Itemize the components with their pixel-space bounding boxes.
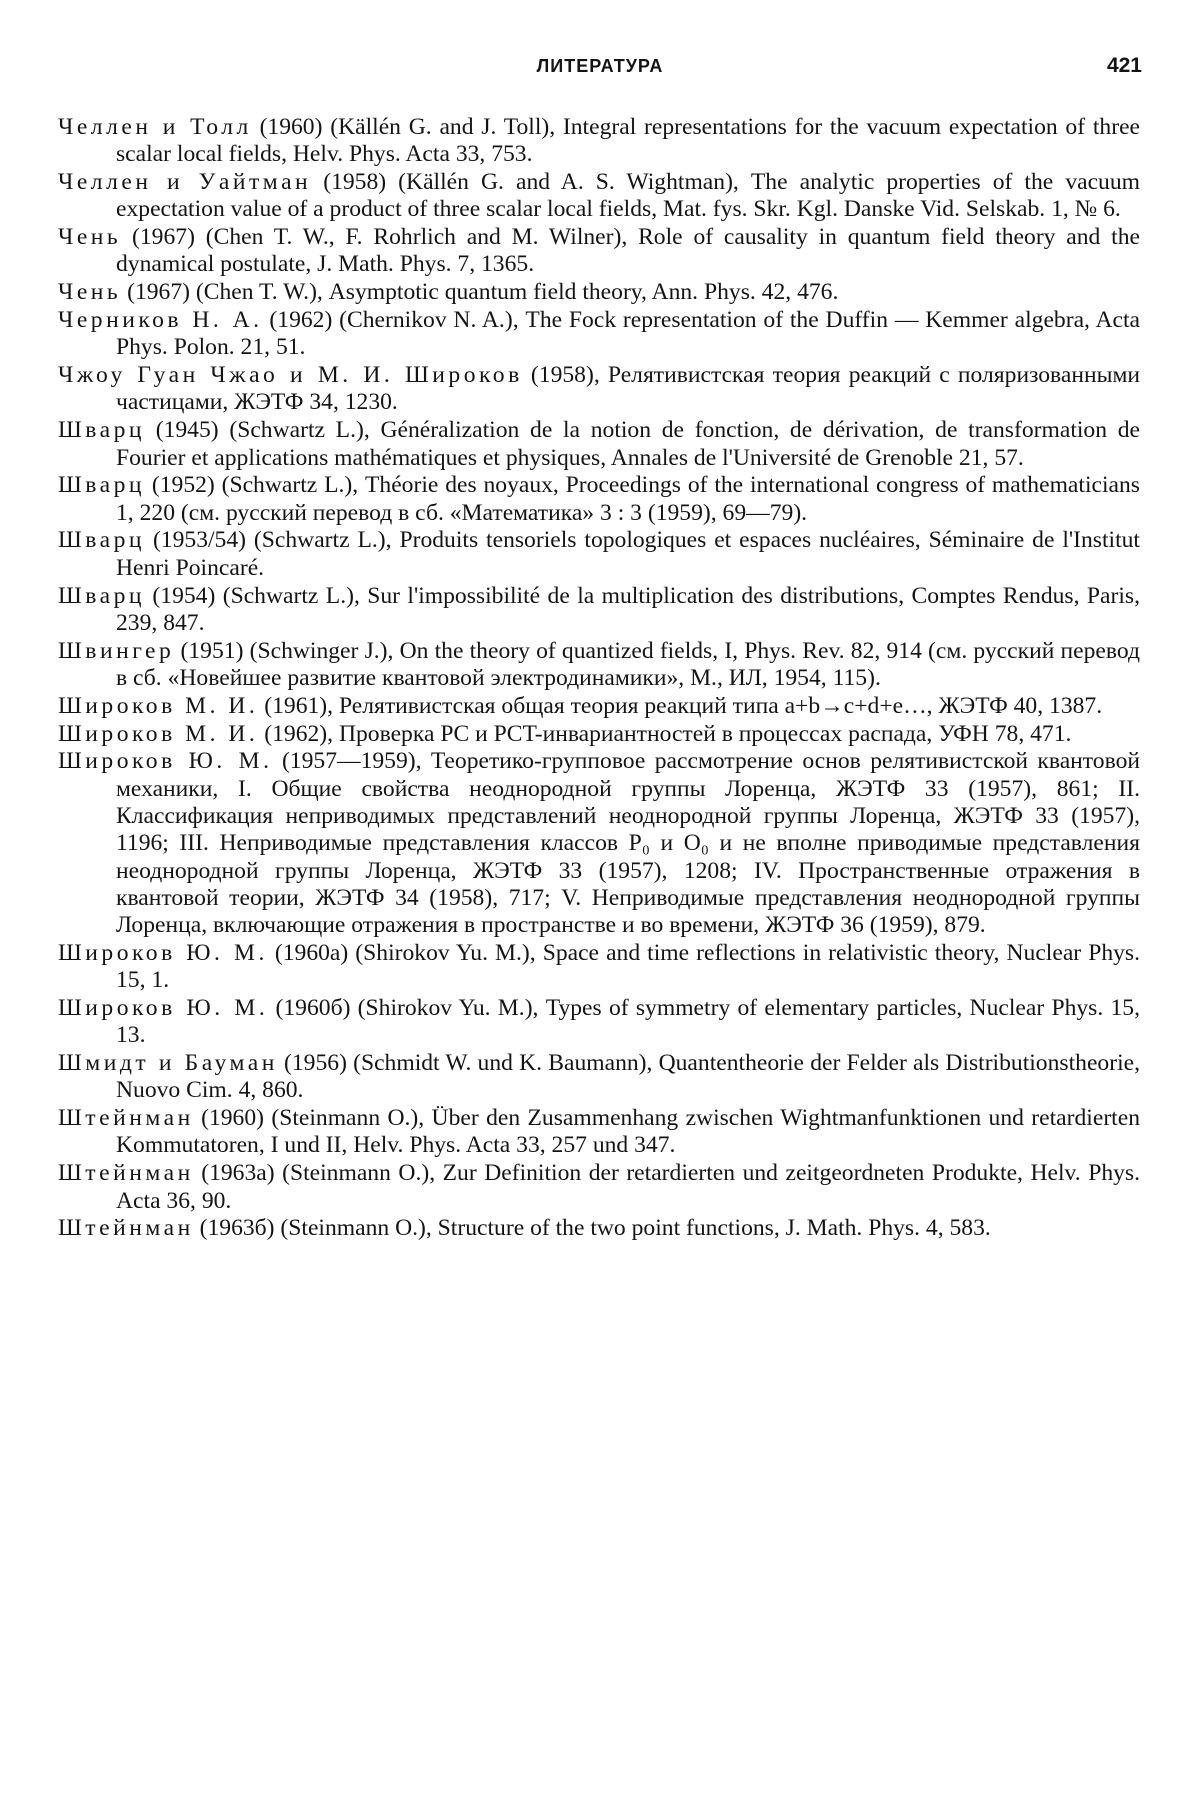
- reference-author: Швингер: [58, 637, 175, 664]
- reference-entry: [58, 693, 1140, 720]
- reference-entry: [58, 1105, 1140, 1160]
- reference-author: Челлен и Уайтман: [58, 169, 312, 196]
- reference-author: Шварц: [58, 417, 146, 444]
- reference-text: (1957—1959), Теоретико-групповое рассмотрение основ релятивистской квантовой механики, I. Общие свойства неоднородной группы Лоренца, ЖЭТФ 33 (1957), 861; II. Классификация неприводимых представлений неоднородной группы Лоренца, ЖЭТФ 33 (1957), 1196; III. Неприводимые представления классов P₀ и O₀ и не вполне приводимые представления неоднородной группы Лоренца, ЖЭТФ 33 (1957), 1208; IV. Пространственные отражения в квантовой теории, ЖЭТФ 34 (1958), 717; V. Неприводимые представления неоднородной группы Лоренца, включающие отражения в пространстве и во времени, ЖЭТФ 36 (1959), 879.: [116, 748, 1141, 939]
- reference-entry: [58, 114, 1140, 169]
- page-number: 421: [1106, 54, 1142, 77]
- reference-text: (1967) (Chen T. W.), Asymptotic quantum field theory, Ann. Phys. 42, 476.: [121, 279, 839, 306]
- reference-author: Штейнман: [58, 1105, 194, 1132]
- reference-author: Шмидт и Бауман: [58, 1050, 278, 1077]
- reference-entry: [58, 279, 1140, 306]
- reference-text: (1962) (Chernikov N. A.), The Fock representation of the Duffin — Kemmer algebra, Acta Phys. Polon. 21, 51.: [116, 307, 1141, 361]
- reference-author: Широков Ю. М.: [58, 748, 273, 775]
- reference-author: Шварц: [58, 472, 146, 499]
- reference-entry: [58, 224, 1140, 279]
- reference-text: (1954) (Schwartz L.), Sur l'impossibilité de la multiplication des distributions, Comptes Rendus, Paris, 239, 847.: [116, 582, 1140, 636]
- reference-author: Широков Ю. М.: [58, 939, 268, 966]
- reference-entry: [58, 1215, 1140, 1242]
- reference-entry: [58, 362, 1140, 417]
- reference-entry: [58, 417, 1140, 472]
- reference-text: (1960а) (Shirokov Yu. M.), Space and time reflections in relativistic theory, Nuclear Phys. 15, 1.: [116, 939, 1140, 994]
- reference-text: (1958) (Källén G. and A. S. Wightman), The analytic properties of the vacuum expectation value of a product of three scalar local fields, Mat. fys. Skr. Kgl. Danske Vid. Selskab. 1, № 6.: [116, 169, 1141, 223]
- reference-entry: [58, 307, 1140, 362]
- reference-text: (1953/54) (Schwartz L.), Produits tensoriels topologiques et espaces nucléaires, Séminaire de l'Institut Henri Poincaré.: [116, 527, 1140, 581]
- reference-entry: [58, 472, 1140, 527]
- reference-author: Чень: [58, 279, 122, 306]
- reference-entry: [58, 1050, 1140, 1105]
- reference-author: Широков Ю. М.: [58, 995, 269, 1021]
- reference-text: (1951) (Schwinger J.), On the theory of quantized fields, I, Phys. Rev. 82, 914 (см. русский перевод в сб. «Новейшее развитие квантовой электродинамики», М., ИЛ, 1954, 115).: [116, 637, 1140, 691]
- reference-entry: [58, 995, 1140, 1050]
- reference-author: Челлен и Толл: [58, 114, 252, 140]
- reference-text: (1960) (Steinmann O.), Über den Zusammenhang zwischen Wightmanfunktionen und retardierten Kommutatoren, I und II, Helv. Phys. Acta 33, 257 und 347.: [116, 1105, 1140, 1159]
- reference-author: Штейнман: [58, 1215, 194, 1242]
- reference-entry: [58, 721, 1140, 748]
- reference-entry: [58, 940, 1140, 995]
- reference-text: (1962), Проверка PC и PCT-инвариантностей в процессах распада, УФН 78, 471.: [258, 720, 1072, 747]
- reference-text: (1958), Релятивистская теория реакций с поляризованными частицами, ЖЭТФ 34, 1230.: [116, 362, 1141, 416]
- reference-entry: [58, 169, 1140, 224]
- reference-author: Шварц: [58, 527, 146, 554]
- reference-text: (1956) (Schmidt W. und K. Baumann), Quantentheorie der Felder als Distributionstheorie, Nuovo Cim. 4, 860.: [116, 1050, 1140, 1104]
- running-title: ЛИТЕРАТУРА: [536, 56, 664, 76]
- reference-entry: [58, 1160, 1140, 1215]
- reference-text: (1961), Релятивистская общая теория реакций типа a+b→c+d+e…, ЖЭТФ 40, 1387.: [258, 692, 1103, 719]
- reference-author: Чень: [58, 224, 122, 251]
- reference-entry: [58, 638, 1140, 693]
- reference-text: (1960) (Källén G. and J. Toll), Integral representations for the vacuum expectation of three scalar local fields, Helv. Phys. Acta 33, 753.: [116, 114, 1141, 168]
- reference-author: Широков М. И.: [58, 692, 259, 719]
- reference-author: Штейнман: [58, 1160, 194, 1187]
- reference-text: (1960б) (Shirokov Yu. M.), Types of symmetry of elementary particles, Nuclear Phys. 15, 13.: [116, 995, 1140, 1049]
- reference-text: (1952) (Schwartz L.), Théorie des noyaux, Proceedings of the international congress of mathematicians 1, 220 (см. русский перевод в сб. «Математика» 3 : 3 (1959), 69—79).: [116, 472, 1140, 526]
- reference-author: Черников Н. А.: [58, 307, 263, 334]
- reference-author: Широков М. И.: [58, 720, 259, 747]
- reference-text: (1963а) (Steinmann O.), Zur Definition der retardierten und zeitgeordneten Produkte, Helv. Phys. Acta 36, 90.: [116, 1160, 1140, 1214]
- reference-entry: [58, 583, 1140, 638]
- reference-author: Шварц: [58, 582, 146, 609]
- reference-list: [58, 114, 1140, 1243]
- reference-text: (1967) (Chen T. W., F. Rohrlich and M. Wilner), Role of causality in quantum field theory and the dynamical postulate, J. Math. Phys. 7, 1365.: [116, 224, 1140, 278]
- reference-entry: [58, 748, 1140, 939]
- reference-text: (1963б) (Steinmann O.), Structure of the two point functions, J. Math. Phys. 4, 583.: [193, 1215, 991, 1242]
- reference-entry: [58, 527, 1140, 582]
- reference-text: (1945) (Schwartz L.), Généralization de la notion de fonction, de dérivation, de transformation de Fourier et applications mathématiques et physiques, Annales de l'Université de Grenoble 21, 57.: [116, 417, 1140, 471]
- reference-author: Чжоу Гуан Чжао и М. И. Широков: [58, 362, 523, 389]
